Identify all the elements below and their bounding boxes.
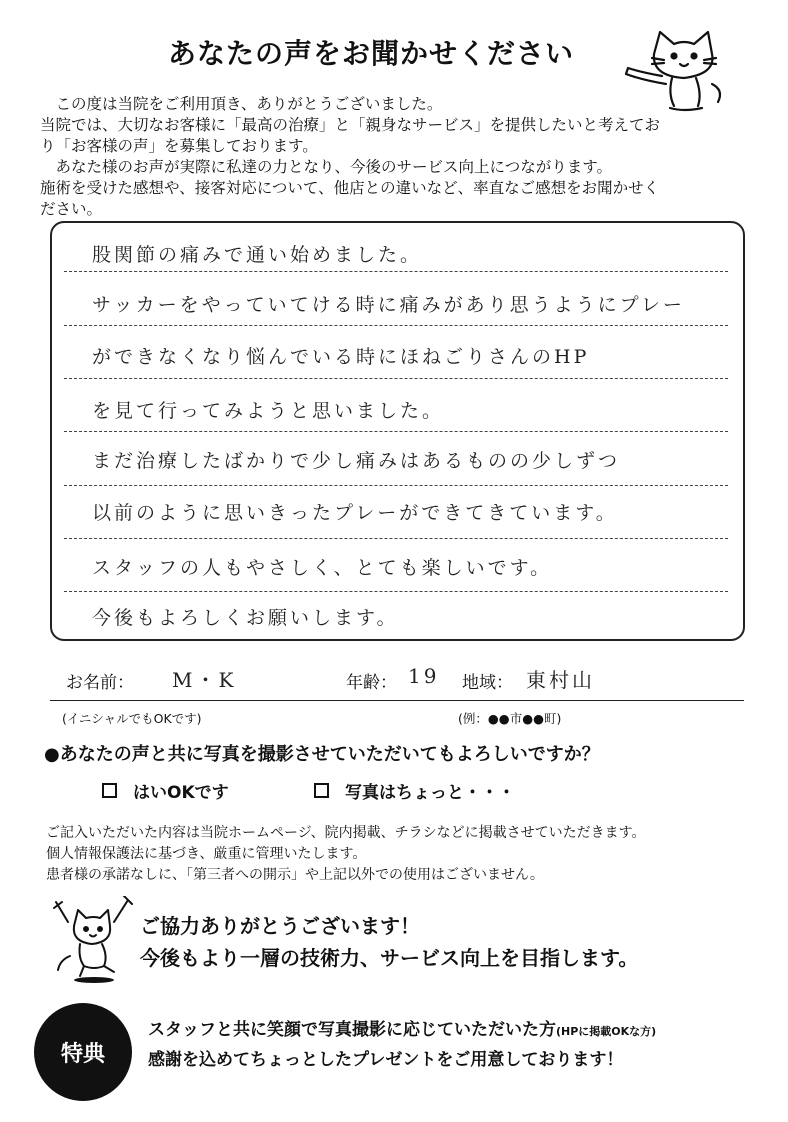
privacy-notes [46,823,645,886]
benefit-badge: 特典 [34,1003,132,1101]
name-label: お名前： [66,673,134,693]
option-no-label: 写真はちょっと・・・ [345,783,515,803]
option-no[interactable] [314,778,515,803]
option-yes[interactable] [102,778,229,803]
ruled-line [64,271,728,272]
page-title: あなたの声をお聞かせください [168,37,575,70]
comment-line: まだ治療したばかりで少し痛みはあるものの少しずつ [92,450,621,472]
thanks-message [140,910,638,974]
intro-text [40,94,760,220]
comment-line: 今後もよろしくお願いします。 [92,607,399,629]
name-value: M・K [172,668,237,692]
comment-line: 股関節の痛みで通い始めました。 [92,244,423,266]
underline [50,700,744,701]
area-label: 地域： [462,673,513,693]
cheering-cat-icon [50,896,134,984]
comment-line: サッカーをやっていてける時に痛みがあり思うようにプレー [92,294,685,316]
checkbox-yes[interactable] [102,783,117,798]
intro-line: あなた様のお声が実際に私達の力となり、今後のサービス向上につながります。 [40,158,612,176]
comment-line: スタッフの人もやさしく、とても楽しいです。 [92,557,553,579]
note-line: 患者様の承諾なしに、「第三者への開示」や上記以外での使用はございません。 [46,867,544,883]
ruled-line [64,538,728,539]
comment-line: 以前のように思いきったプレーができてきています。 [92,502,618,524]
ruled-line [64,325,728,326]
benefit-line-1-note: (HPに掲載OKな方) [556,1025,657,1038]
benefit-text [148,1016,656,1074]
age-value: 19 [408,664,440,688]
intro-line: ださい。 [40,200,103,218]
area-note: (例：●●市●●町) [458,711,562,726]
area-value: 東村山 [526,668,595,692]
photo-question: ●あなたの声と共に写真を撮影させていただいてもよろしいですか？ [44,744,600,765]
ruled-line [64,378,728,379]
age-label: 年齢： [346,673,397,693]
option-yes-label: はいOKです [133,783,229,803]
comment-line: を見て行ってみようと思いました。 [92,400,445,422]
intro-line: 当院では、大切なお客様に「最高の治療」と「親身なサービス」を提供したいと考えてお [40,116,661,134]
intro-line: り「お客様の声」を募集しております。 [40,137,318,155]
thanks-line: ご協力ありがとうございます！ [140,914,420,938]
name-note: (イニシャルでもOKです) [62,711,202,726]
checkbox-no[interactable] [314,783,329,798]
benefit-line-2: 感謝を込めてちょっとしたプレゼントをご用意しております！ [148,1050,624,1070]
ruled-line [64,485,728,486]
ruled-line [64,591,728,592]
comment-line: ができなくなり悩んでいる時にほねごりさんのHP [92,346,590,368]
ruled-line [64,431,728,432]
thanks-line: 今後もより一層の技術力、サービス向上を目指します。 [140,946,639,970]
intro-line: 施術を受けた感想や、接客対応について、他店との違いなど、率直なご感想をお聞かせく [40,179,660,197]
benefit-line-1-text: スタッフと共に笑顔で写真撮影に応じていただいた方 [148,1020,556,1040]
benefit-line-1 [148,1016,656,1046]
note-line: 個人情報保護法に基づき、厳重に管理いたします。 [46,846,367,862]
note-line: ご記入いただいた内容は当院ホームページ、院内掲載、チラシなどに掲載させていただきます。 [46,825,646,841]
intro-line: この度は当院をご利用頂き、ありがとうございました。 [40,95,443,113]
